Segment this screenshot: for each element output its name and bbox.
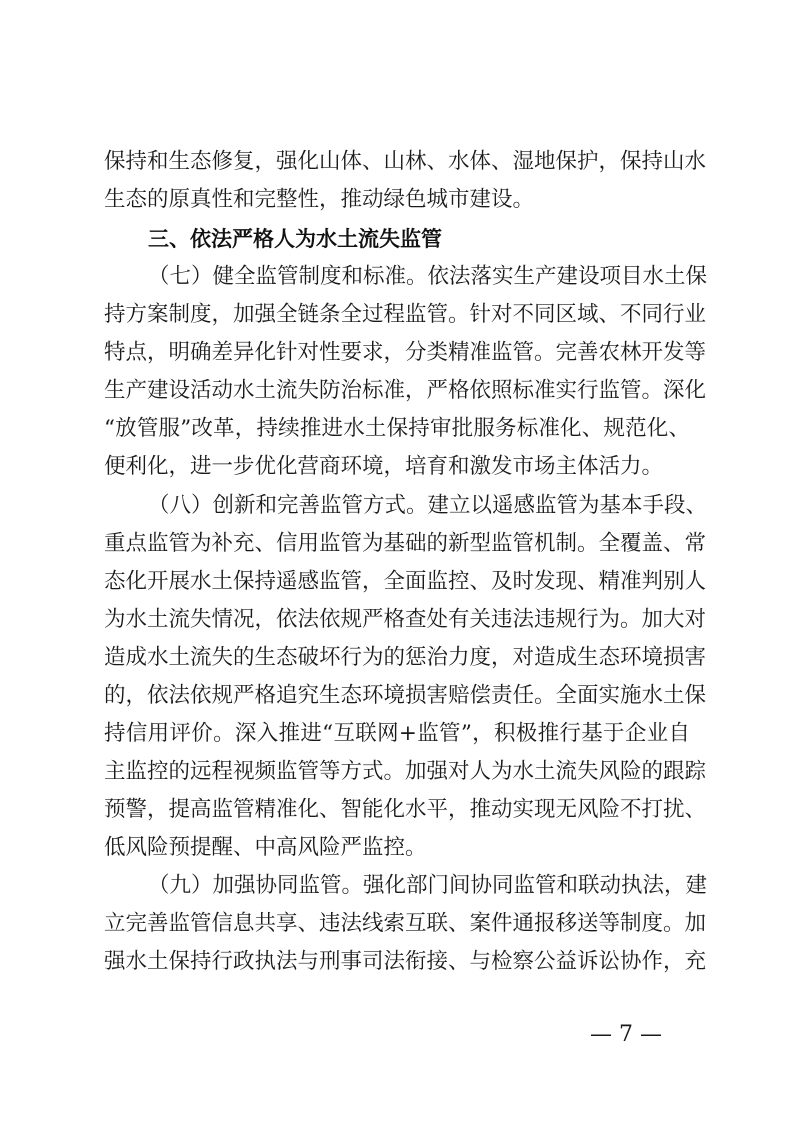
section-heading: 三、依法严格人为水土流失监管 [148, 227, 442, 251]
page-number: — 7 — [590, 1022, 662, 1047]
paragraph-line: 立完善监管信息共享、违法线索互联、案件通报移送等制度。加 [104, 911, 707, 936]
paragraph-line: 特点，明确差异化针对性要求，分类精准监管。完善农林开发等 [104, 340, 707, 365]
paragraph-line: 预警，提高监管精准化、智能化水平，推动实现无风险不打扰、 [104, 797, 707, 822]
paragraph-line: 主监控的远程视频监管等方式。加强对人为水土流失风险的跟踪 [104, 759, 707, 784]
paragraph-line: （九）加强协同监管。强化部门间协同监管和联动执法，建 [148, 873, 708, 898]
paragraph-line: 生产建设活动水土流失防治标准，严格依照标准实行监管。深化 [104, 378, 707, 403]
paragraph-line: 持信用评价。深入推进“互联网+监管”，积极推行基于企业自 [104, 721, 690, 746]
paragraph-line: （八）创新和完善监管方式。建立以遥感监管为基本手段、 [148, 493, 708, 518]
paragraph-line: 态化开展水土保持遥感监管，全面监控、及时发现、精准判别人 [104, 569, 707, 594]
paragraph-line: 持方案制度，加强全链条全过程监管。针对不同区域、不同行业 [104, 302, 707, 327]
paragraph-line: 强水土保持行政执法与刑事司法衔接、与检察公益诉讼协作，充 [104, 949, 707, 974]
paragraph-line: 造成水土流失的生态破坏行为的惩治力度，对造成生态环境损害 [104, 645, 707, 670]
paragraph-line: 便利化，进一步优化营商环境，培育和激发市场主体活力。 [104, 454, 664, 479]
body-text-line: 生态的原真性和完整性，推动绿色城市建设。 [104, 187, 535, 212]
paragraph-line: 重点监管为补充、信用监管为基础的新型监管机制。全覆盖、常 [104, 531, 707, 556]
paragraph-line: 为水土流失情况，依法依规严格查处有关违法违规行为。加大对 [104, 607, 707, 632]
paragraph-line: 的，依法依规严格追究生态环境损害赔偿责任。全面实施水土保 [104, 683, 707, 708]
paragraph-line: “放管服”改革，持续推进水土保持审批服务标准化、规范化、 [104, 416, 690, 441]
body-text-line: 保持和生态修复，强化山体、山林、水体、湿地保护，保持山水 [104, 149, 707, 174]
paragraph-line: 低风险预提醒、中高风险严监控。 [104, 835, 427, 860]
paragraph-line: （七）健全监管制度和标准。依法落实生产建设项目水土保 [148, 264, 708, 289]
